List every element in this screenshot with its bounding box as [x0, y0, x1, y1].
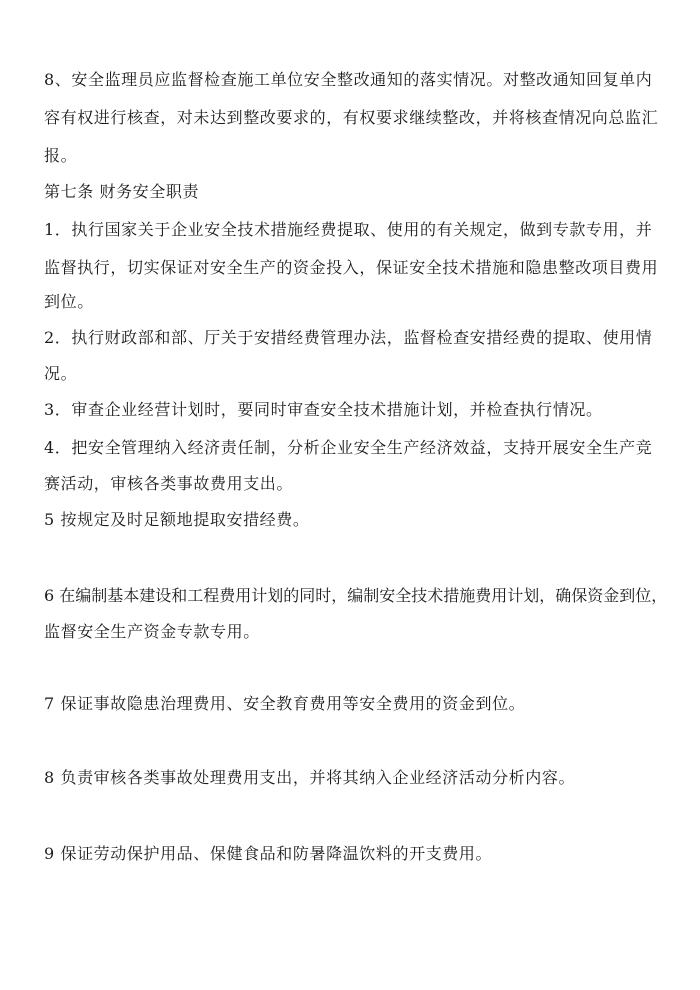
text-line: 监督执行，切实保证对安全生产的资金投入，保证安全技术措施和隐患整改项目费用: [44, 258, 659, 277]
text-line: 3．审查企业经营计划时，要同时审查安全技术措施计划，并检查执行情况。: [44, 400, 603, 419]
text-line: 9 保证劳动保护用品、保健食品和防暑降温饮料的开支费用。: [44, 844, 493, 863]
text-line: 7 保证事故隐患治理费用、安全教育费用等安全费用的资金到位。: [44, 694, 526, 713]
section-title: 第七条 财务安全职责: [44, 182, 200, 201]
text-line: 8 负责审核各类事故处理费用支出，并将其纳入企业经济活动分析内容。: [44, 768, 576, 787]
text-line: 4．把安全管理纳入经济责任制，分析企业安全生产经济效益，支持开展安全生产竞: [44, 438, 653, 457]
text-line: 况。: [44, 364, 78, 383]
text-line: 6 在编制基本建设和工程费用计划的同时，编制安全技术措施费用计划，确保资金到位，: [44, 586, 668, 605]
text-line: 到位。: [44, 292, 94, 311]
text-line: 容有权进行核查，对未达到整改要求的，有权要求继续整改，并将核查情况向总监汇: [44, 108, 659, 127]
text-line: 5 按规定及时足额地提取安措经费。: [44, 510, 310, 529]
text-line: 赛活动，审核各类事故费用支出。: [44, 474, 294, 493]
text-line: 1．执行国家关于企业安全技术措施经费提取、使用的有关规定，做到专款专用，并: [44, 220, 653, 239]
text-line: 2．执行财政部和部、厅关于安措经费管理办法，监督检查安措经费的提取、使用情: [44, 328, 653, 347]
text-line: 报。: [44, 146, 78, 165]
text-line: 监督安全生产资金专款专用。: [44, 622, 260, 641]
text-line: 8、安全监理员应监督检查施工单位安全整改通知的落实情况。对整改通知回复单内: [44, 70, 653, 89]
